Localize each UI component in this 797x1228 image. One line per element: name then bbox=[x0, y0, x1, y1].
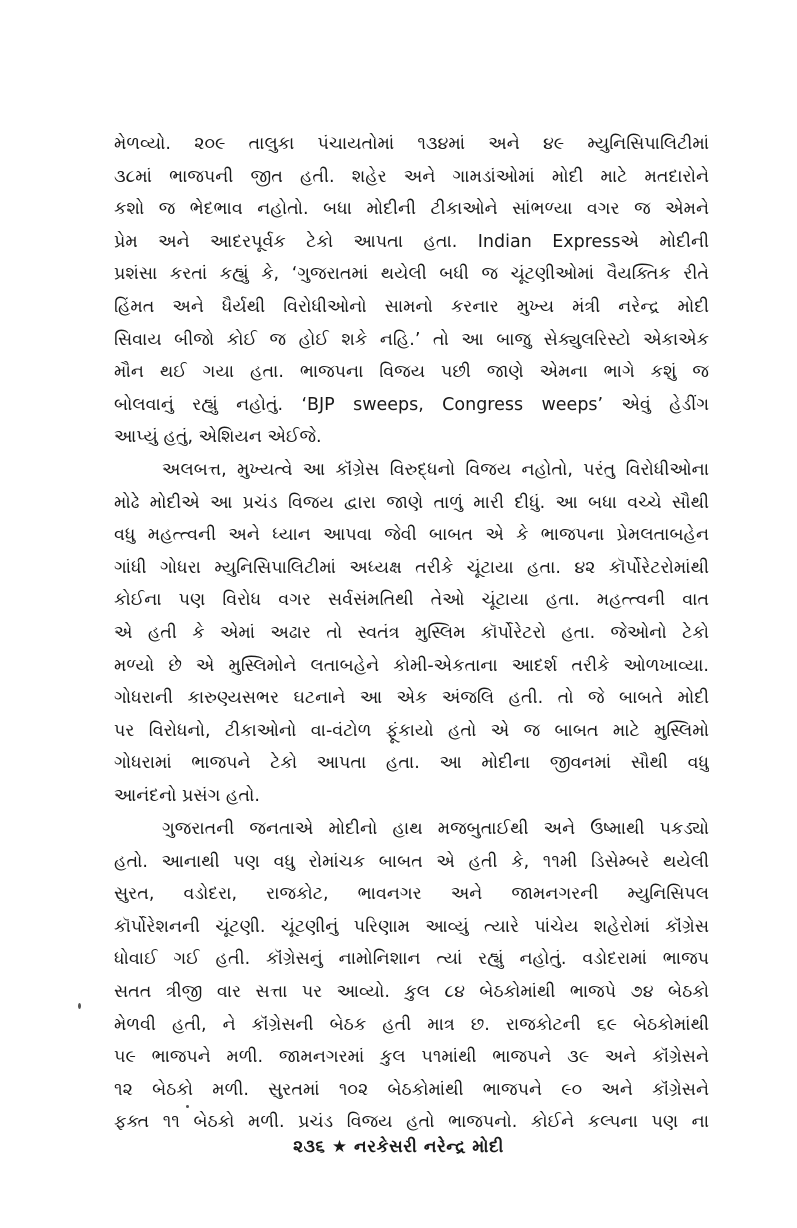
text-line: પ્રશંસા કરતાં કહ્યું કે, ‘ગુજરાતમાં થયેલી બધી જ ચૂંટણીઓમાં વૈયક્તિક રીતે bbox=[114, 264, 709, 285]
page-footer bbox=[0, 1137, 797, 1157]
text-line: હિંમત અને ધૈર્યથી વિરોધીઓનો સામનો કરનાર મુખ્ય મંત્રી નરેન્દ્ર મોદી bbox=[114, 296, 709, 317]
text-line: મેળવ્યો. ૨૦૯ તાલુકા પંચાયતોમાં ૧૩૪માં અને ૪૯ મ્યુનિસિપાલિટીમાં bbox=[114, 134, 709, 154]
paragraph-2 bbox=[114, 454, 709, 813]
text-line: આપ્યું હતું, એશિયન એઈજે. bbox=[114, 427, 322, 448]
text-line: મૌન થઈ ગયા હતા. ભાજપના વિજય પછી જાણે એમના ભાગે કશું જ bbox=[114, 362, 709, 383]
text-line: સતત ત્રીજી વાર સત્તા પર આવ્યો. કુલ ૮૪ બેઠકોમાંથી ભાજપે ૭૪ બેઠકો bbox=[114, 981, 709, 1002]
text-line: ૫૯ ભાજપને મળી. જામનગરમાં કુલ ૫૧માંથી ભાજપને ૩૯ અને કૉંગ્રેસને bbox=[114, 1047, 709, 1068]
text-line: સુરત, વડોદરા, રાજકોટ, ભાવનગર અને જામનગરની મ્યુનિસિપલ bbox=[114, 884, 709, 905]
text-line: કશો જ ભેદભાવ નહોતો. બધા મોદીની ટીકાઓને સાંભળ્યા વગર જ એમને bbox=[114, 199, 709, 220]
text-line: હતો. આનાથી પણ વધુ રોમાંચક બાબત એ હતી કે, ૧૧મી ડિસેમ્બરે થયેલી bbox=[114, 851, 709, 872]
text-line: આનંદનો પ્રસંગ હતો. bbox=[114, 785, 260, 806]
text-line: કૉર્પોરેશનની ચૂંટણી. ચૂંટણીનું પરિણામ આવ્યું ત્યારે પાંચેય શહેરોમાં કૉંગ્રેસ bbox=[114, 916, 709, 937]
text-line: કોઈના પણ વિરોધ વગર સર્વસંમતિથી તેઓ ચૂંટાયા હતા. મહત્ત્વની વાત bbox=[114, 590, 709, 611]
text-line: ધોવાઈ ગઈ હતી. કૉંગ્રેસનું નામોનિશાન ત્યાં રહ્યું નહોતું. વડોદરામાં ભાજપ bbox=[114, 949, 709, 970]
text-line: પ્રેમ અને આદરપૂર્વક ટેકો આપતા હતા. Indian Expressએ મોદીની bbox=[114, 231, 709, 252]
text-line: ગુજરાતની જનતાએ મોદીનો હાથ મજબુતાઈથી અને ઉષ્માથી પકડ્યો bbox=[162, 819, 709, 839]
text-line: ફક્ત ૧૧ બેઠકો મળી. પ્રચંડ વિજય હતો ભાજપનો. કોઈને કલ્પના પણ ના bbox=[114, 1112, 709, 1133]
text-line: ગોધરાની કારુણ્યસભર ઘટનાને આ એક અંજલિ હતી. તો જે બાબતે મોદી bbox=[114, 688, 709, 709]
text-line: મેળવી હતી, ને કૉંગ્રેસની બેઠક હતી માત્ર છ. રાજકોટની ૬૯ બેઠકોમાંથી bbox=[114, 1014, 709, 1035]
paragraph-3 bbox=[114, 813, 709, 1139]
text-line: ૩૮માં ભાજપની જીત હતી. શહેર અને ગામડાંઓમાં મોદી માટે મતદારોને bbox=[114, 166, 709, 187]
book-title: નરકેસરી નરેન્દ્ર મોદી bbox=[354, 1137, 504, 1157]
text-line: અલબત્ત, મુખ્યત્વે આ કૉંગ્રેસ વિરુદ્ધનો વિજય નહોતો, પરંતુ વિરોધીઓના bbox=[162, 460, 709, 480]
scan-speck bbox=[186, 1105, 189, 1108]
text-line: બોલવાનું રહ્યું નહોતું. ‘BJP sweeps, Congress weeps’ એવું હેડીંગ bbox=[114, 394, 709, 415]
scan-speck bbox=[78, 1003, 81, 1009]
text-line: ૧૨ બેઠકો મળી. સુરતમાં ૧૦૨ બેઠકોમાંથી ભાજપને ૯૦ અને કૉંગ્રેસને bbox=[114, 1079, 709, 1100]
page-number: ૨૩૬ bbox=[293, 1137, 326, 1157]
paragraph-1 bbox=[114, 128, 709, 454]
text-line: મોઢે મોદીએ આ પ્રચંડ વિજય દ્વારા જાણે તાળું મારી દીધું. આ બધા વચ્ચે સૌથી bbox=[114, 492, 709, 513]
star-separator-icon: ★ bbox=[331, 1137, 348, 1157]
text-line: વધુ મહત્ત્વની અને ધ્યાન આપવા જેવી બાબત એ કે ભાજપના પ્રેમલતાબહેન bbox=[114, 525, 709, 546]
text-line: મળ્યો છે એ મુસ્લિમોને લતાબહેને કોમી-એકતાના આદર્શ તરીકે ઓળખાવ્યા. bbox=[114, 655, 709, 676]
text-line: ગોધરામાં ભાજપને ટેકો આપતા હતા. આ મોદીના જીવનમાં સૌથી વધુ bbox=[114, 753, 709, 774]
text-line: ગાંધી ગોધરા મ્યુનિસિપાલિટીમાં અધ્યક્ષ તરીકે ચૂંટાયા હતા. ૪૨ કૉર્પોરેટરોમાંથી bbox=[114, 557, 709, 578]
text-line: એ હતી કે એમાં અઢાર તો સ્વતંત્ર મુસ્લિમ કૉર્પોરેટરો હતા. જેઓનો ટેકો bbox=[114, 622, 709, 643]
text-line: પર વિરોધનો, ટીકાઓનો વા-વંટોળ ફૂંકાયો હતો એ જ બાબત માટે મુસ્લિમો bbox=[114, 720, 709, 741]
text-line: સિવાય બીજો કોઈ જ હોઈ શકે નહિ.’ તો આ બાજુ સેક્યુલરિસ્ટો એકાએક bbox=[114, 329, 709, 350]
